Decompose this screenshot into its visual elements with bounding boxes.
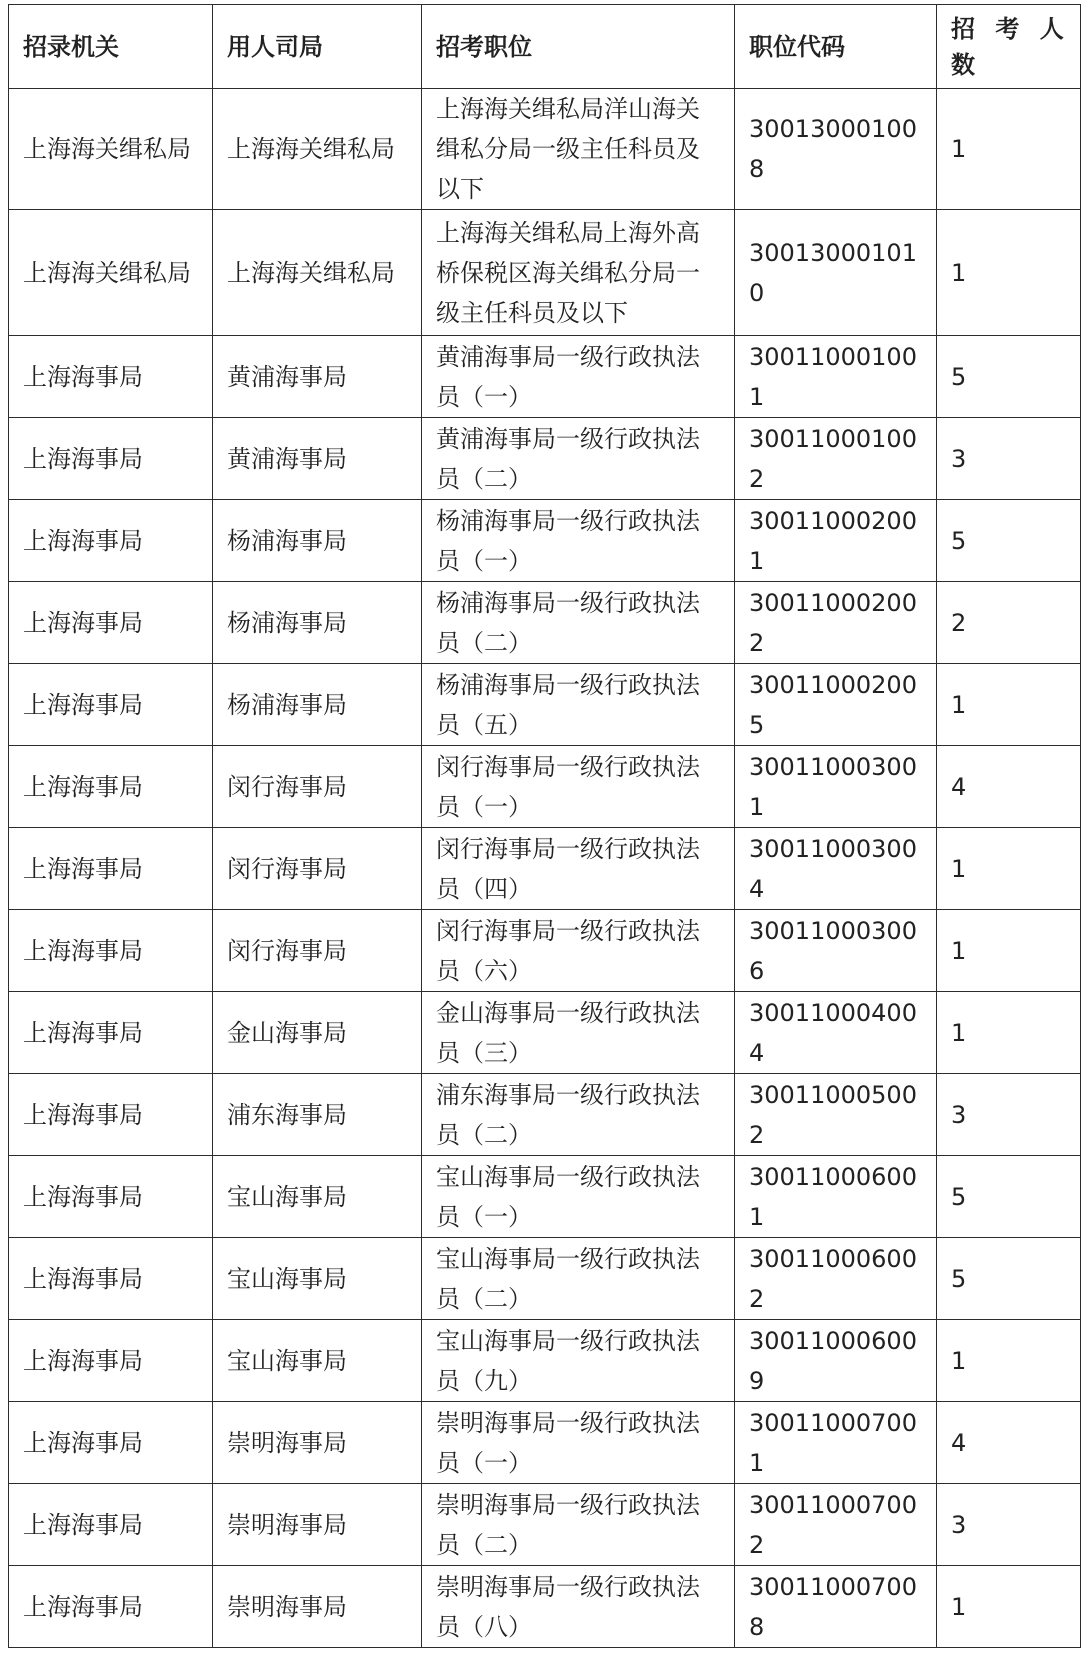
table-row — [9, 1074, 1081, 1156]
cell-count: 5 — [937, 1238, 1081, 1320]
table-row — [9, 1402, 1081, 1484]
cell-department: 上海海关缉私局 — [213, 210, 422, 336]
cell-code: 300110007008 — [735, 1566, 937, 1648]
cell-position: 闵行海事局一级行政执法员（四） — [422, 828, 735, 910]
cell-agency: 上海海关缉私局 — [9, 89, 213, 210]
cell-count: 3 — [937, 418, 1081, 500]
header-position: 招考职位 — [422, 5, 735, 89]
table-row — [9, 1320, 1081, 1402]
cell-code: 300110001001 — [735, 336, 937, 418]
cell-count: 1 — [937, 664, 1081, 746]
cell-agency: 上海海事局 — [9, 1238, 213, 1320]
cell-department: 崇明海事局 — [213, 1484, 422, 1566]
table-body — [9, 89, 1081, 1648]
cell-position: 闵行海事局一级行政执法员（六） — [422, 910, 735, 992]
cell-code: 300110004004 — [735, 992, 937, 1074]
cell-position: 宝山海事局一级行政执法员（九） — [422, 1320, 735, 1402]
cell-code: 300130001008 — [735, 89, 937, 210]
header-department: 用人司局 — [213, 5, 422, 89]
cell-department: 黄浦海事局 — [213, 336, 422, 418]
cell-count: 4 — [937, 1402, 1081, 1484]
table-row — [9, 1566, 1081, 1648]
cell-code: 300110002002 — [735, 582, 937, 664]
cell-count: 1 — [937, 210, 1081, 336]
cell-department: 崇明海事局 — [213, 1566, 422, 1648]
cell-count: 2 — [937, 582, 1081, 664]
cell-count: 1 — [937, 828, 1081, 910]
cell-department: 崇明海事局 — [213, 1402, 422, 1484]
cell-agency: 上海海事局 — [9, 1484, 213, 1566]
cell-code: 300110001002 — [735, 418, 937, 500]
table-row — [9, 500, 1081, 582]
table-row — [9, 336, 1081, 418]
recruitment-table — [8, 4, 1081, 1648]
cell-agency: 上海海关缉私局 — [9, 210, 213, 336]
cell-department: 浦东海事局 — [213, 1074, 422, 1156]
cell-position: 黄浦海事局一级行政执法员（二） — [422, 418, 735, 500]
cell-agency: 上海海事局 — [9, 828, 213, 910]
cell-code: 300110006009 — [735, 1320, 937, 1402]
cell-position: 杨浦海事局一级行政执法员（五） — [422, 664, 735, 746]
cell-position: 浦东海事局一级行政执法员（二） — [422, 1074, 735, 1156]
cell-count: 1 — [937, 89, 1081, 210]
cell-agency: 上海海事局 — [9, 500, 213, 582]
cell-code: 300110006001 — [735, 1156, 937, 1238]
cell-agency: 上海海事局 — [9, 1566, 213, 1648]
cell-position: 崇明海事局一级行政执法员（二） — [422, 1484, 735, 1566]
cell-code: 300110006002 — [735, 1238, 937, 1320]
table-row — [9, 582, 1081, 664]
cell-department: 宝山海事局 — [213, 1320, 422, 1402]
recruitment-table-container — [8, 4, 1081, 1648]
cell-department: 宝山海事局 — [213, 1238, 422, 1320]
cell-count: 3 — [937, 1484, 1081, 1566]
table-row — [9, 828, 1081, 910]
cell-agency: 上海海事局 — [9, 746, 213, 828]
cell-agency: 上海海事局 — [9, 418, 213, 500]
cell-code: 300130001010 — [735, 210, 937, 336]
cell-count: 5 — [937, 336, 1081, 418]
cell-code: 300110003001 — [735, 746, 937, 828]
cell-code: 300110007001 — [735, 1402, 937, 1484]
cell-position: 黄浦海事局一级行政执法员（一） — [422, 336, 735, 418]
cell-count: 1 — [937, 992, 1081, 1074]
cell-department: 杨浦海事局 — [213, 500, 422, 582]
table-row — [9, 992, 1081, 1074]
cell-code: 300110003004 — [735, 828, 937, 910]
cell-department: 闵行海事局 — [213, 828, 422, 910]
header-count: 招 考 人数 — [937, 5, 1081, 89]
cell-code: 300110002005 — [735, 664, 937, 746]
cell-count: 5 — [937, 1156, 1081, 1238]
table-row — [9, 418, 1081, 500]
header-agency: 招录机关 — [9, 5, 213, 89]
cell-department: 宝山海事局 — [213, 1156, 422, 1238]
table-row — [9, 1238, 1081, 1320]
cell-code: 300110005002 — [735, 1074, 937, 1156]
cell-code: 300110003006 — [735, 910, 937, 992]
cell-count: 3 — [937, 1074, 1081, 1156]
cell-department: 闵行海事局 — [213, 746, 422, 828]
cell-count: 1 — [937, 1566, 1081, 1648]
cell-agency: 上海海事局 — [9, 1402, 213, 1484]
cell-agency: 上海海事局 — [9, 664, 213, 746]
cell-department: 杨浦海事局 — [213, 582, 422, 664]
header-row — [9, 5, 1081, 89]
table-row — [9, 1156, 1081, 1238]
cell-position: 宝山海事局一级行政执法员（二） — [422, 1238, 735, 1320]
table-row — [9, 910, 1081, 992]
cell-position: 崇明海事局一级行政执法员（一） — [422, 1402, 735, 1484]
cell-position: 闵行海事局一级行政执法员（一） — [422, 746, 735, 828]
cell-department: 闵行海事局 — [213, 910, 422, 992]
cell-code: 300110002001 — [735, 500, 937, 582]
header-code: 职位代码 — [735, 5, 937, 89]
table-row — [9, 89, 1081, 210]
cell-position: 上海海关缉私局洋山海关缉私分局一级主任科员及以下 — [422, 89, 735, 210]
cell-count: 1 — [937, 910, 1081, 992]
cell-position: 崇明海事局一级行政执法员（八） — [422, 1566, 735, 1648]
cell-agency: 上海海事局 — [9, 992, 213, 1074]
table-row — [9, 210, 1081, 336]
cell-position: 杨浦海事局一级行政执法员（二） — [422, 582, 735, 664]
cell-count: 1 — [937, 1320, 1081, 1402]
cell-department: 金山海事局 — [213, 992, 422, 1074]
cell-agency: 上海海事局 — [9, 1156, 213, 1238]
cell-position: 杨浦海事局一级行政执法员（一） — [422, 500, 735, 582]
cell-agency: 上海海事局 — [9, 336, 213, 418]
cell-agency: 上海海事局 — [9, 582, 213, 664]
table-row — [9, 746, 1081, 828]
table-row — [9, 664, 1081, 746]
cell-department: 黄浦海事局 — [213, 418, 422, 500]
cell-department: 上海海关缉私局 — [213, 89, 422, 210]
cell-count: 5 — [937, 500, 1081, 582]
cell-agency: 上海海事局 — [9, 1320, 213, 1402]
cell-count: 4 — [937, 746, 1081, 828]
cell-position: 上海海关缉私局上海外高桥保税区海关缉私分局一级主任科员及以下 — [422, 210, 735, 336]
cell-position: 金山海事局一级行政执法员（三） — [422, 992, 735, 1074]
cell-code: 300110007002 — [735, 1484, 937, 1566]
cell-department: 杨浦海事局 — [213, 664, 422, 746]
cell-agency: 上海海事局 — [9, 910, 213, 992]
cell-agency: 上海海事局 — [9, 1074, 213, 1156]
table-row — [9, 1484, 1081, 1566]
cell-position: 宝山海事局一级行政执法员（一） — [422, 1156, 735, 1238]
